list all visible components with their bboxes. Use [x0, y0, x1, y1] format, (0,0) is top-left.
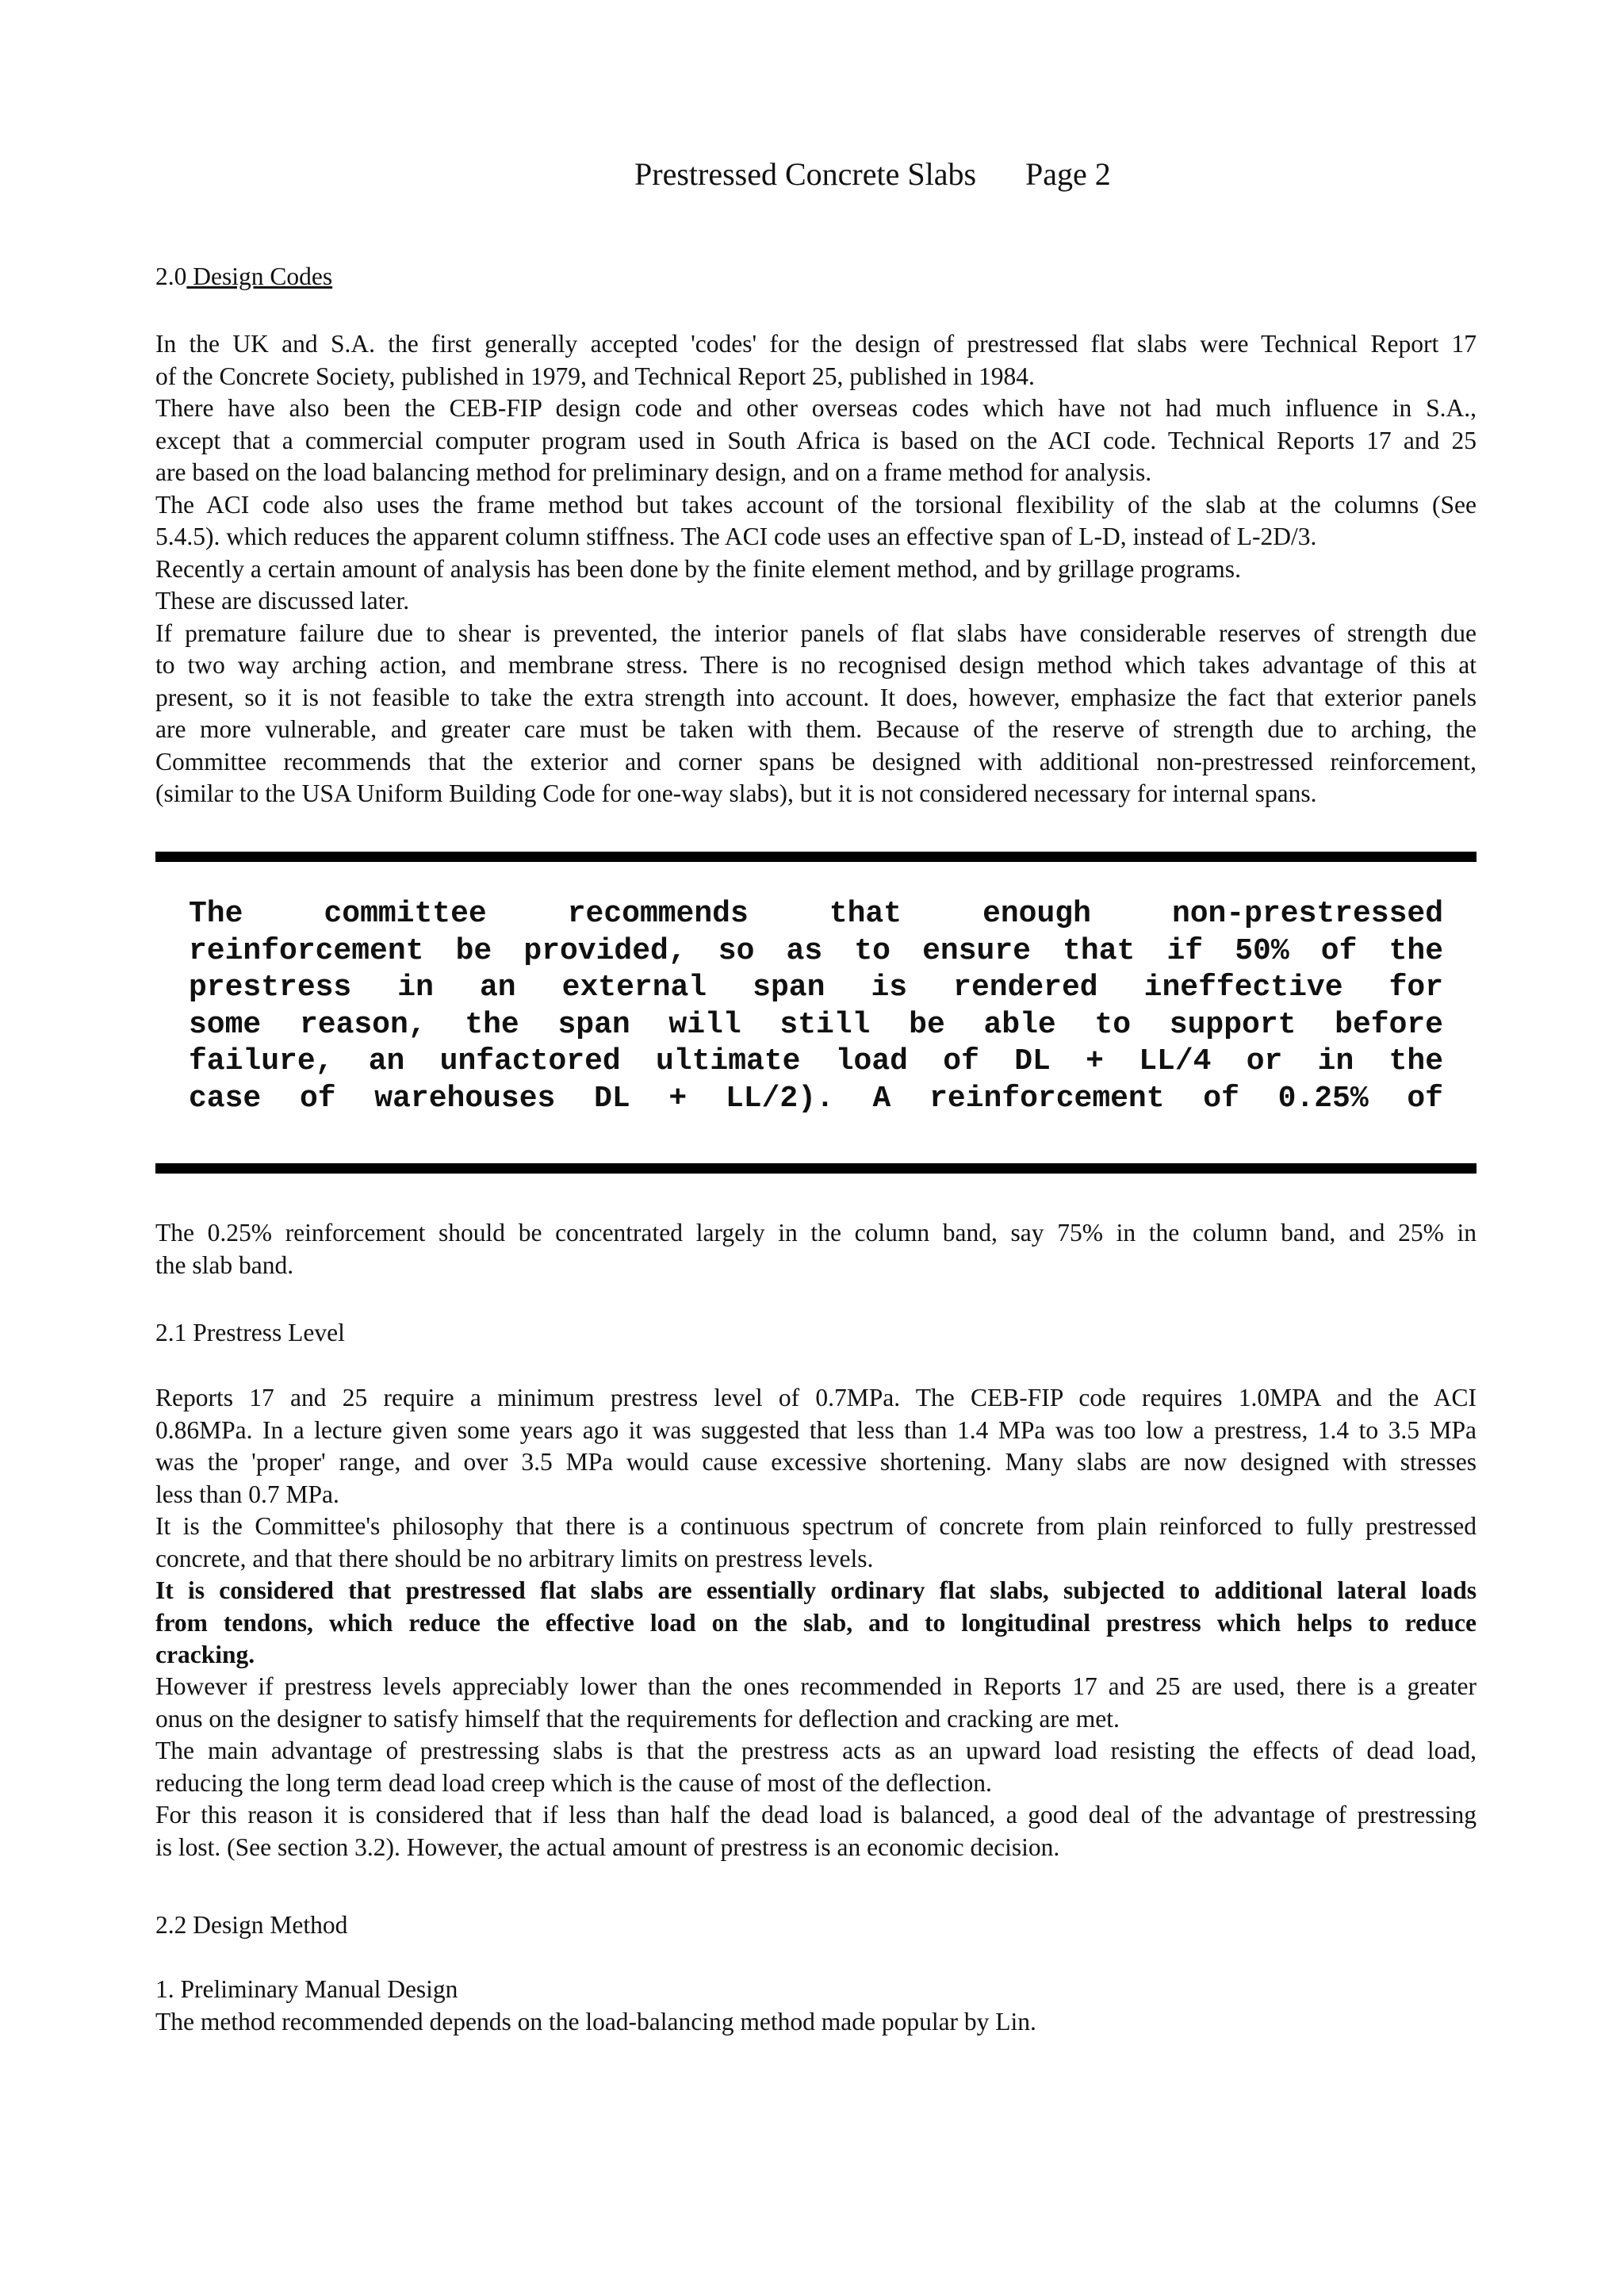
box-bottom-rule — [155, 1163, 1477, 1174]
text-line: If premature failure due to shear is prevented, the interior panels of flat slabs have considerable reserves of strength due — [155, 618, 1477, 647]
box-top-rule — [155, 852, 1477, 862]
paragraph-design-codes — [155, 328, 1477, 810]
text-line: It is the Committee's philosophy that there is a continuous spectrum of concrete from plain reinforced to fully prestressed — [155, 1512, 1477, 1540]
section-heading-design-method: 2.2 Design Method — [155, 1911, 348, 1939]
text-line: (similar to the USA Uniform Building Code for one-way slabs), but it is not considered necessary for internal spans. — [155, 779, 1317, 807]
text-line: However if prestress levels appreciably lower than the ones recommended in Reports 17 and 25 are used, there is a greater — [155, 1672, 1477, 1700]
text-line: are based on the load balancing method for preliminary design, and on a frame method for analysis. — [155, 458, 1152, 486]
text-line: onus on the designer to satisfy himself that the requirements for deflection and cracking are met. — [155, 1704, 1120, 1733]
text-line: of the Concrete Society, published in 1979, and Technical Report 25, published in 1984. — [155, 362, 1035, 390]
recommendation-box — [189, 896, 1443, 1117]
paragraph-bold-statement — [155, 1575, 1477, 1672]
text-line: In the UK and S.A. the first generally accepted 'codes' for the design of prestressed flat slabs were Technical Report 17 — [155, 330, 1477, 358]
text-line: 5.4.5). which reduces the apparent column stiffness. The ACI code uses an effective span of L-D, instead of L-2D/3. — [155, 523, 1317, 550]
text-line: It is considered that prestressed flat slabs are essentially ordinary flat slabs, subjected to additional lateral loads — [155, 1576, 1477, 1604]
text-line: except that a commercial computer program used in South Africa is based on the ACI code. Technical Reports 17 and 25 — [155, 426, 1477, 454]
text-line: Recently a certain amount of analysis has been done by the finite element method, and by grillage programs. — [155, 554, 1241, 583]
text-line: The ACI code also uses the frame method but takes account of the torsional flexibility of the slab at the columns (See — [155, 490, 1477, 519]
box-line: prestress in an external span is rendered ineffective for — [189, 971, 1443, 1005]
text-line: less than 0.7 MPa. — [155, 1480, 339, 1508]
box-line: some reason, the span will still be able to support before — [189, 1007, 1443, 1042]
paragraph-prestress-level — [155, 1382, 1477, 1575]
text-line: The main advantage of prestressing slabs is that the prestress acts as an upward load resisting the effects of dead load, — [155, 1737, 1477, 1764]
text-line: present, so it is not feasible to take the extra strength into account. It does, however, emphasize the fact that exterior panels — [155, 683, 1477, 711]
section-number: 2.0 — [155, 262, 187, 290]
paragraph-column-band — [155, 1217, 1477, 1281]
text-line: The 0.25% reinforcement should be concentrated largely in the column band, say 75% in the column band, and 25% in — [155, 1219, 1477, 1247]
box-line: failure, an unfactored ultimate load of DL + LL/4 or in the — [189, 1044, 1443, 1078]
header-page-number: Page 2 — [1025, 156, 1111, 192]
header-title: Prestressed Concrete Slabs — [634, 156, 977, 192]
text-line: Reports 17 and 25 require a minimum prestress level of 0.7MPa. The CEB-FIP code requires 1.0MPA and the ACI — [155, 1384, 1477, 1411]
text-line: cracking. — [155, 1641, 255, 1668]
text-line: concrete, and that there should be no arbitrary limits on prestress levels. — [155, 1544, 874, 1572]
text-line: 0.86MPa. In a lecture given some years ago it was suggested that less than 1.4 MPa was too low a prestress, 1.4 to 3.5 MPa — [155, 1415, 1477, 1444]
section-heading-design-codes — [155, 261, 1477, 293]
text-line: Committee recommends that the exterior and corner spans be designed with additional non-prestressed reinforcement, — [155, 747, 1477, 776]
text-line: reducing the long term dead load creep which is the cause of most of the deflection. — [155, 1768, 992, 1797]
text-line: These are discussed later. — [155, 587, 410, 615]
text-line: from tendons, which reduce the effective load on the slab, and to longitudinal prestress which helps to reduce — [155, 1608, 1477, 1637]
text-line: is lost. (See section 3.2). However, the actual amount of prestress is an economic decision. — [155, 1833, 1060, 1861]
box-line: case of warehouses DL + LL/2). A reinforcement of 0.25% of — [189, 1081, 1443, 1116]
text-line: to two way arching action, and membrane stress. There is no recognised design method which takes advantage of this at — [155, 651, 1477, 679]
paragraph-prestress-advantage — [155, 1671, 1477, 1863]
box-line: reinforcement be provided, so as to ensure that if 50% of the — [189, 933, 1443, 968]
text-line: was the 'proper' range, and over 3.5 MPa would cause excessive shortening. Many slabs are now designed with stresses — [155, 1448, 1477, 1476]
text-line: There have also been the CEB-FIP design code and other overseas codes which have not had much influence in S.A., — [155, 394, 1477, 422]
text-line: The method recommended depends on the load-balancing method made popular by Lin. — [155, 2007, 1036, 2035]
text-line: 1. Preliminary Manual Design — [155, 1975, 458, 2003]
section-heading-prestress-level: 2.1 Prestress Level — [155, 1319, 345, 1346]
paragraph-design-method — [155, 1974, 1477, 2038]
text-line: the slab band. — [155, 1250, 294, 1279]
section-title: Design Codes — [186, 262, 333, 290]
text-line: are more vulnerable, and greater care must be taken with them. Because of the reserve of strength due to arching, the — [155, 715, 1477, 743]
text-line: For this reason it is considered that if less than half the dead load is balanced, a good deal of the advantage of prestressing — [155, 1801, 1477, 1829]
box-line: The committee recommends that enough non-prestressed — [189, 897, 1443, 931]
page-header — [634, 155, 1111, 193]
